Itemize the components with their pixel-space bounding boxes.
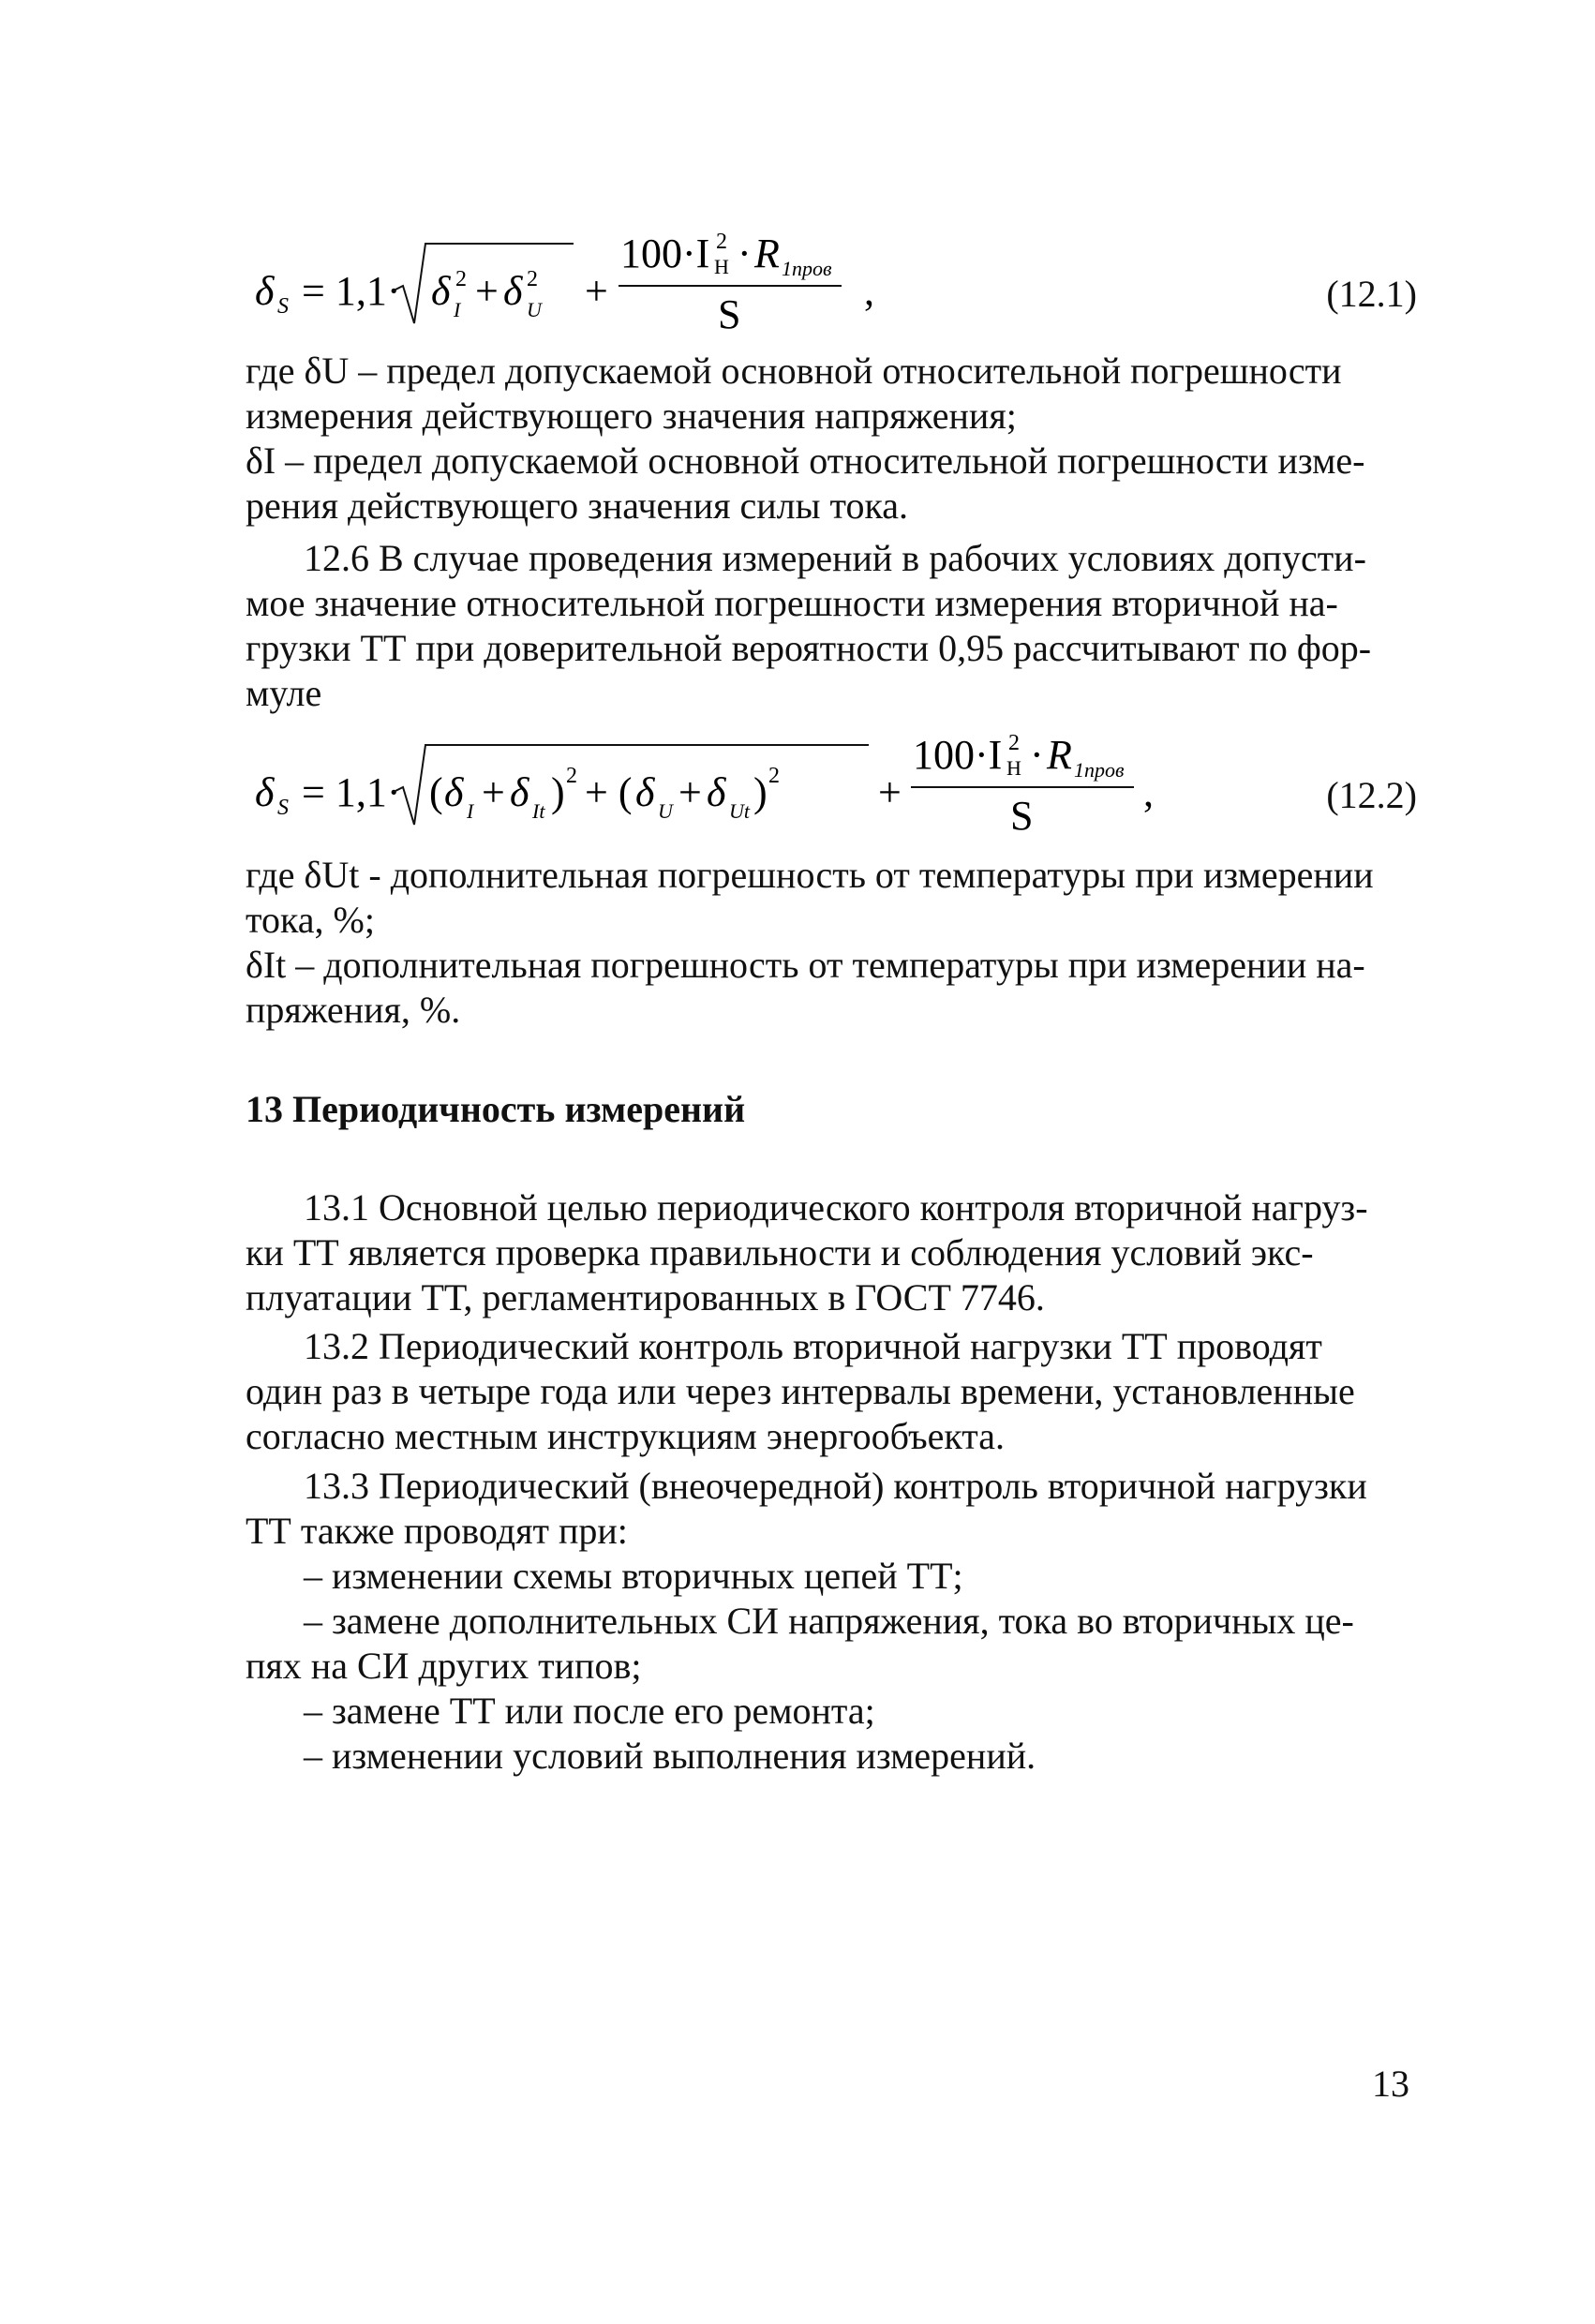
list-item: – изменении схемы вторичных цепей ТТ; (304, 1555, 963, 1597)
paragraph-13-2 (246, 1324, 1417, 1459)
svg-text:R: R (1047, 732, 1072, 778)
text-line: рения действующего значения силы тока. (246, 484, 909, 527)
svg-text:100·I: 100·I (620, 231, 710, 276)
formula-12-2-graphic (246, 717, 1276, 848)
text-line: 13.3 Периодический (внеочередной) контроль вторичной нагрузки (304, 1465, 1367, 1507)
paragraph-12-6 (246, 536, 1417, 716)
svg-text:2: 2 (566, 764, 577, 788)
svg-text:+: + (878, 769, 902, 815)
text-line: ки ТТ является проверка правильности и соблюдения условий экс- (246, 1231, 1314, 1274)
text-line: где δUt - дополнительная погрешность от температуры при измерении (246, 854, 1374, 896)
svg-text:U: U (658, 799, 673, 823)
svg-text:Н: Н (714, 255, 729, 278)
page-number: 13 (1372, 2063, 1409, 2105)
paragraph-13-3 (246, 1464, 1417, 1779)
svg-text:I: I (467, 799, 474, 823)
svg-text:,: , (1143, 769, 1154, 815)
svg-text:2: 2 (455, 267, 467, 291)
text-line: измерения действующего значения напряжения; (246, 395, 1017, 437)
svg-text:): ) (753, 769, 768, 815)
svg-text:= 1,1·: = 1,1· (302, 769, 401, 815)
svg-text:+: + (678, 769, 702, 815)
text-line: согласно местным инструкциям энергообъекта. (246, 1415, 1006, 1457)
list-item: – замене ТТ или после его ремонта; (304, 1690, 875, 1732)
svg-text:δ: δ (431, 268, 451, 314)
svg-text:S: S (718, 291, 741, 337)
formula-12-1 (246, 216, 1417, 337)
svg-text:S: S (1010, 793, 1034, 839)
svg-text:R: R (754, 231, 780, 276)
svg-text:(: ( (429, 769, 443, 815)
svg-text:δ: δ (444, 769, 464, 815)
svg-text:): ) (551, 769, 565, 815)
svg-text:1пров: 1пров (782, 257, 832, 280)
text-line: грузки ТТ при доверительной вероятности 0,95 рассчитывают по фор- (246, 627, 1372, 669)
svg-text:+: + (585, 268, 608, 314)
svg-text:δ: δ (255, 268, 275, 314)
text-line: один раз в четыре года или через интервалы времени, установленные (246, 1370, 1355, 1412)
svg-text:δ: δ (707, 769, 726, 815)
svg-text:+ (: + ( (585, 769, 633, 815)
svg-text:2: 2 (1008, 731, 1020, 755)
text-line: мое значение относительной погрешности измерения вторичной на- (246, 582, 1338, 624)
equation-number-12-1: (12.1) (1326, 273, 1417, 315)
text-line: 13.1 Основной целью периодического контроля вторичной нагруз- (304, 1186, 1368, 1229)
list-item: – замене дополнительных СИ напряжения, тока во вторичных це- (304, 1600, 1354, 1642)
svg-text:2: 2 (768, 764, 780, 788)
text-line: тока, %; (246, 899, 375, 941)
text-line: δIt – дополнительная погрешность от температуры при измерении на- (246, 944, 1365, 986)
svg-text:1пров: 1пров (1074, 758, 1125, 782)
section-heading: 13 Периодичность измерений (246, 1088, 746, 1130)
svg-text:Н: Н (1006, 756, 1021, 780)
svg-text:δ: δ (510, 769, 529, 815)
svg-text:I: I (454, 298, 461, 321)
text-line: 12.6 В случае проведения измерений в рабочих условиях допусти- (304, 537, 1366, 579)
text-line: муле (246, 672, 322, 714)
svg-text:δ: δ (635, 769, 655, 815)
formula-12-1-graphic (246, 216, 1183, 347)
svg-text:+: + (482, 769, 505, 815)
svg-text:It: It (532, 799, 545, 823)
svg-text:S: S (277, 294, 289, 319)
formula-12-2 (246, 717, 1417, 839)
svg-text:δ: δ (255, 769, 275, 815)
text-line: плуатации ТТ, регламентированных в ГОСТ 7746. (246, 1276, 1045, 1318)
svg-text:S: S (277, 796, 289, 820)
text-line: 13.2 Периодический контроль вторичной нагрузки ТТ проводят (304, 1325, 1322, 1367)
svg-text:·: · (1030, 732, 1044, 778)
list-item-continuation: пях на СИ других типов; (246, 1645, 642, 1687)
where-block-2 (246, 853, 1417, 1033)
where-block-1 (246, 349, 1417, 529)
svg-text:,: , (864, 268, 874, 314)
paragraph-13-1 (246, 1185, 1417, 1320)
svg-text:Ut: Ut (729, 799, 750, 823)
svg-text:2: 2 (716, 230, 727, 254)
list-item: – изменении условий выполнения измерений. (304, 1735, 1036, 1777)
svg-text:+: + (475, 268, 499, 314)
text-line: ТТ также проводят при: (246, 1510, 628, 1552)
equation-number-12-2: (12.2) (1326, 774, 1417, 816)
svg-text:100·I: 100·I (913, 732, 1003, 778)
text-line: пряжения, %. (246, 989, 461, 1031)
svg-text:2: 2 (527, 267, 538, 291)
svg-text:U: U (527, 298, 542, 321)
text-line: δI – предел допускаемой основной относительной погрешности изме- (246, 439, 1365, 482)
svg-text:δ: δ (503, 268, 523, 314)
svg-text:·: · (738, 231, 752, 276)
svg-text:= 1,1·: = 1,1· (302, 268, 401, 314)
text-line: где δU – предел допускаемой основной относительной погрешности (246, 350, 1342, 392)
